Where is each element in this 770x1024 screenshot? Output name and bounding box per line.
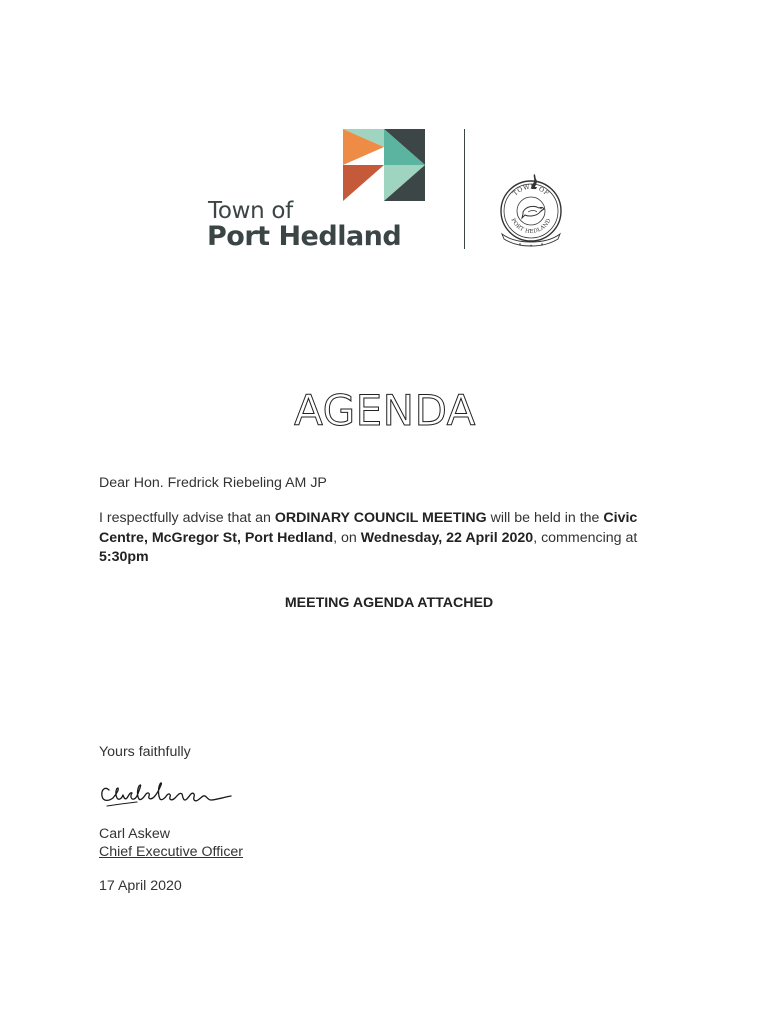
body-text-part1: I respectfully advise that an bbox=[99, 510, 275, 526]
crest-text-top: TOWN OF bbox=[511, 183, 551, 198]
meeting-type: ORDINARY COUNCIL MEETING bbox=[274, 510, 487, 526]
greeting: Dear Hon. Fredrick Riebeling AM JP bbox=[99, 475, 327, 491]
crest-text-bottom: PORT HEDLAND bbox=[509, 217, 553, 236]
svg-text:TOWN OF bbox=[512, 184, 550, 198]
meeting-time: 5:30pm bbox=[99, 549, 149, 565]
signatory-title: Chief Executive Officer bbox=[99, 844, 244, 860]
svg-text:PORT HEDLAND bbox=[509, 217, 552, 235]
meeting-venue: Civic Centre, McGregor St, Port Hedland bbox=[99, 510, 638, 546]
logo-text-town-of: Town of bbox=[208, 198, 293, 224]
town-logo-mark bbox=[343, 129, 425, 201]
notice-paragraph bbox=[99, 509, 679, 568]
body-text-part2: will be held in the bbox=[486, 510, 604, 526]
signatory-name: Carl Askew bbox=[99, 826, 170, 842]
closing-salutation: Yours faithfully bbox=[99, 744, 191, 760]
body-text-part4: , commencing at bbox=[533, 529, 638, 546]
document-title: AGENDA bbox=[294, 386, 476, 435]
letter-date: 17 April 2020 bbox=[99, 878, 182, 894]
logo-divider bbox=[464, 129, 465, 249]
logo-tile-rust bbox=[343, 165, 384, 201]
handwritten-signature bbox=[99, 776, 241, 812]
meeting-date: Wednesday, 22 April 2020 bbox=[360, 529, 534, 546]
crest-scroll bbox=[502, 234, 560, 246]
logo-text-port-hedland: Port Hedland bbox=[207, 221, 402, 252]
agenda-attached-notice: MEETING AGENDA ATTACHED bbox=[284, 595, 494, 611]
town-crest-seal bbox=[498, 172, 564, 250]
body-text-part3: , on bbox=[333, 529, 361, 546]
